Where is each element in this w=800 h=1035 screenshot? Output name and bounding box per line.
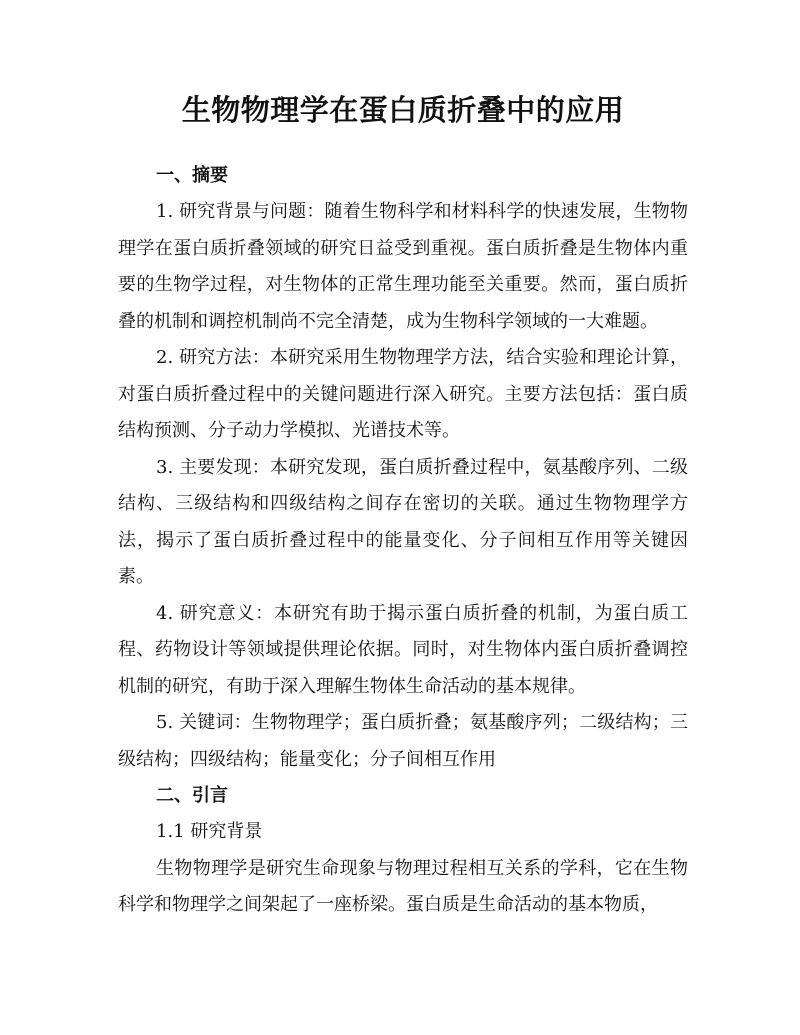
abstract-paragraph-background: 1. 研究背景与问题：随着生物科学和材料科学的快速发展，生物物理学在蛋白质折叠领域的研究日益受到重视。蛋白质折叠是生物体内重要的生物学过程，对生物体的正常生理功能至关重要。然而，蛋白质折叠的机制和调控机制尚不完全清楚，成为生物科学领域的一大难题。 (118, 201, 688, 332)
document-title: 生物物理学在蛋白质折叠中的应用 (181, 93, 625, 127)
section-heading-introduction: 二、引言 (156, 785, 228, 806)
abstract-paragraph-significance: 4. 研究意义：本研究有助于揭示蛋白质折叠的机制，为蛋白质工程、药物设计等领域提供理论依据。同时，对生物体内蛋白质折叠调控机制的研究，有助于深入理解生物体生命活动的基本规律。 (118, 602, 688, 697)
introduction-paragraph: 生物物理学是研究生命现象与物理过程相互关系的学科，它在生物科学和物理学之间架起了一座桥梁。蛋白质是生命活动的基本物质， (118, 857, 688, 915)
abstract-paragraph-methods: 2. 研究方法：本研究采用生物物理学方法，结合实验和理论计算，对蛋白质折叠过程中的关键问题进行深入研究。主要方法包括：蛋白质结构预测、分子动力学模拟、光谱技术等。 (118, 347, 688, 441)
abstract-paragraph-findings: 3. 主要发现：本研究发现，蛋白质折叠过程中，氨基酸序列、二级结构、三级结构和四级结构之间存在密切的关联。通过生物物理学方法，揭示了蛋白质折叠过程中的能量变化、分子间相互作用等关键因素。 (118, 456, 688, 587)
section-heading-abstract: 一、摘要 (156, 165, 228, 186)
subsection-heading-background: 1.1 研究背景 (156, 821, 263, 842)
abstract-paragraph-keywords: 5. 关键词：生物物理学；蛋白质折叠；氨基酸序列；二级结构；三级结构；四级结构；能量变化；分子间相互作用 (118, 712, 688, 770)
document-page (118, 88, 688, 924)
